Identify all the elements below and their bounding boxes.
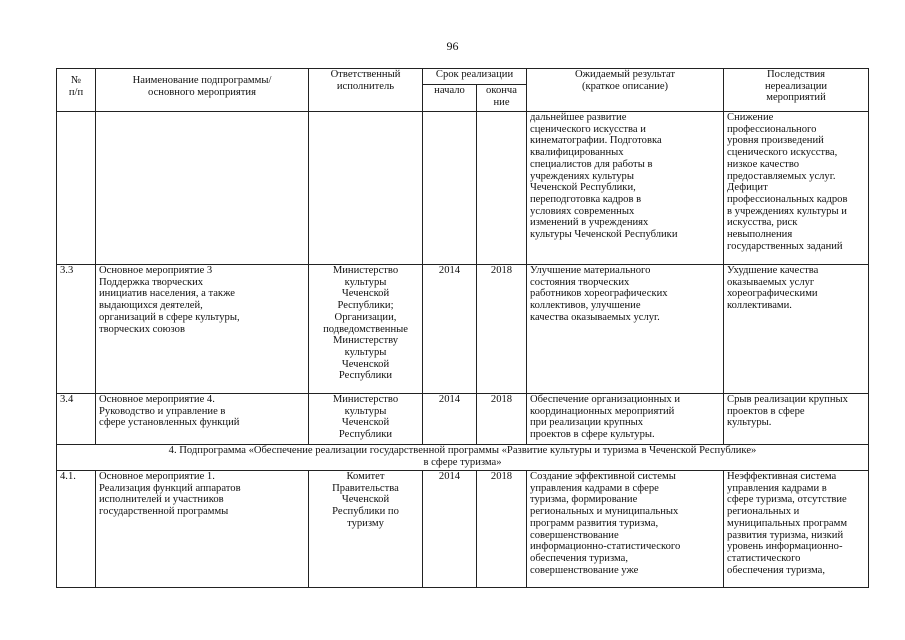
cont-end: [477, 112, 527, 265]
section-row: [57, 445, 869, 471]
header-executor: Ответственный исполнитель: [309, 69, 423, 112]
header-num: № п/п: [57, 69, 96, 112]
row-num: 4.1.: [57, 471, 96, 588]
header-end: оконча ние: [477, 85, 527, 112]
row-end: 2018: [477, 394, 527, 445]
row-executor: Министерство культуры Чеченской Республики: [309, 394, 423, 445]
cont-result: дальнейшее развитие сценического искусства и кинематографии. Подготовка квалифицированных специалистов для работы в учреждениях культуры Чеченской Республики, переподготовка кадров в условиях современных изменений в учреждениях культуры Чеченской Республики: [527, 112, 724, 265]
header-result: Ожидаемый результат (краткое описание): [527, 69, 724, 112]
page-number: 96: [446, 39, 459, 53]
row-end: 2018: [477, 471, 527, 588]
row-num: 3.3: [57, 265, 96, 394]
header-consequences: Последствия нереализации мероприятий: [724, 69, 869, 112]
header-row: [57, 69, 869, 85]
cont-consequences: Снижение профессионального уровня произведений сценического искусства, низкое качество предоставляемых услуг. Дефицит профессиональных кадров в учреждениях культуры и искусства, риск невыполнения государственных заданий: [724, 112, 869, 265]
row-consequences: Ухудшение качества оказываемых услуг хореографическими коллективами.: [724, 265, 869, 394]
row-name: Основное мероприятие 4. Руководство и управление в сфере установленных функций: [96, 394, 309, 445]
row-end: 2018: [477, 265, 527, 394]
row-executor: Комитет Правительства Чеченской Республики по туризму: [309, 471, 423, 588]
row-start: 2014: [423, 471, 477, 588]
cont-start: [423, 112, 477, 265]
row-result: Создание эффективной системы управления кадрами в сфере туризма, формирование региональных и муниципальных программ развития туризма, совершенствование информационно-статистического обеспечения туризма, совершенствование уже: [527, 471, 724, 588]
table-row: [57, 394, 869, 445]
row-consequences: Неэффективная система управления кадрами в сфере туризма, отсутствие региональных и муниципальных программ развития туризма, низкий уровень информационно- статистического обеспечения туризма,: [724, 471, 869, 588]
row-name: Основное мероприятие 1. Реализация функций аппаратов исполнителей и участников государственной программы: [96, 471, 309, 588]
continuation-row: [57, 112, 869, 265]
program-table: [56, 68, 869, 588]
row-start: 2014: [423, 265, 477, 394]
header-name: Наименование подпрограммы/ основного мероприятия: [96, 69, 309, 112]
cont-executor: [309, 112, 423, 265]
header-term: Срок реализации: [423, 69, 527, 85]
table-row: [57, 265, 869, 394]
row-result: Обеспечение организационных и координационных мероприятий при реализации крупных проектов в сфере культуры.: [527, 394, 724, 445]
cont-num: [57, 112, 96, 265]
section-title: 4. Подпрограмма «Обеспечение реализации государственной программы «Развитие культуры и туризма в Чеченской Республике» в сфере туризма»: [57, 445, 869, 471]
row-executor: Министерство культуры Чеченской Республики; Организации, подведомственные Министерству культуры Чеченской Республики: [309, 265, 423, 394]
header-start: начало: [423, 85, 477, 112]
row-num: 3.4: [57, 394, 96, 445]
row-start: 2014: [423, 394, 477, 445]
table-row: [57, 471, 869, 588]
cont-name: [96, 112, 309, 265]
row-result: Улучшение материального состояния творческих работников хореографических коллективов, улучшение качества оказываемых услуг.: [527, 265, 724, 394]
row-consequences: Срыв реализации крупных проектов в сфере культуры.: [724, 394, 869, 445]
row-name: Основное мероприятие 3 Поддержка творческих инициатив населения, а также выдающихся деятелей, организаций в сфере культуры, творческих союзов: [96, 265, 309, 394]
